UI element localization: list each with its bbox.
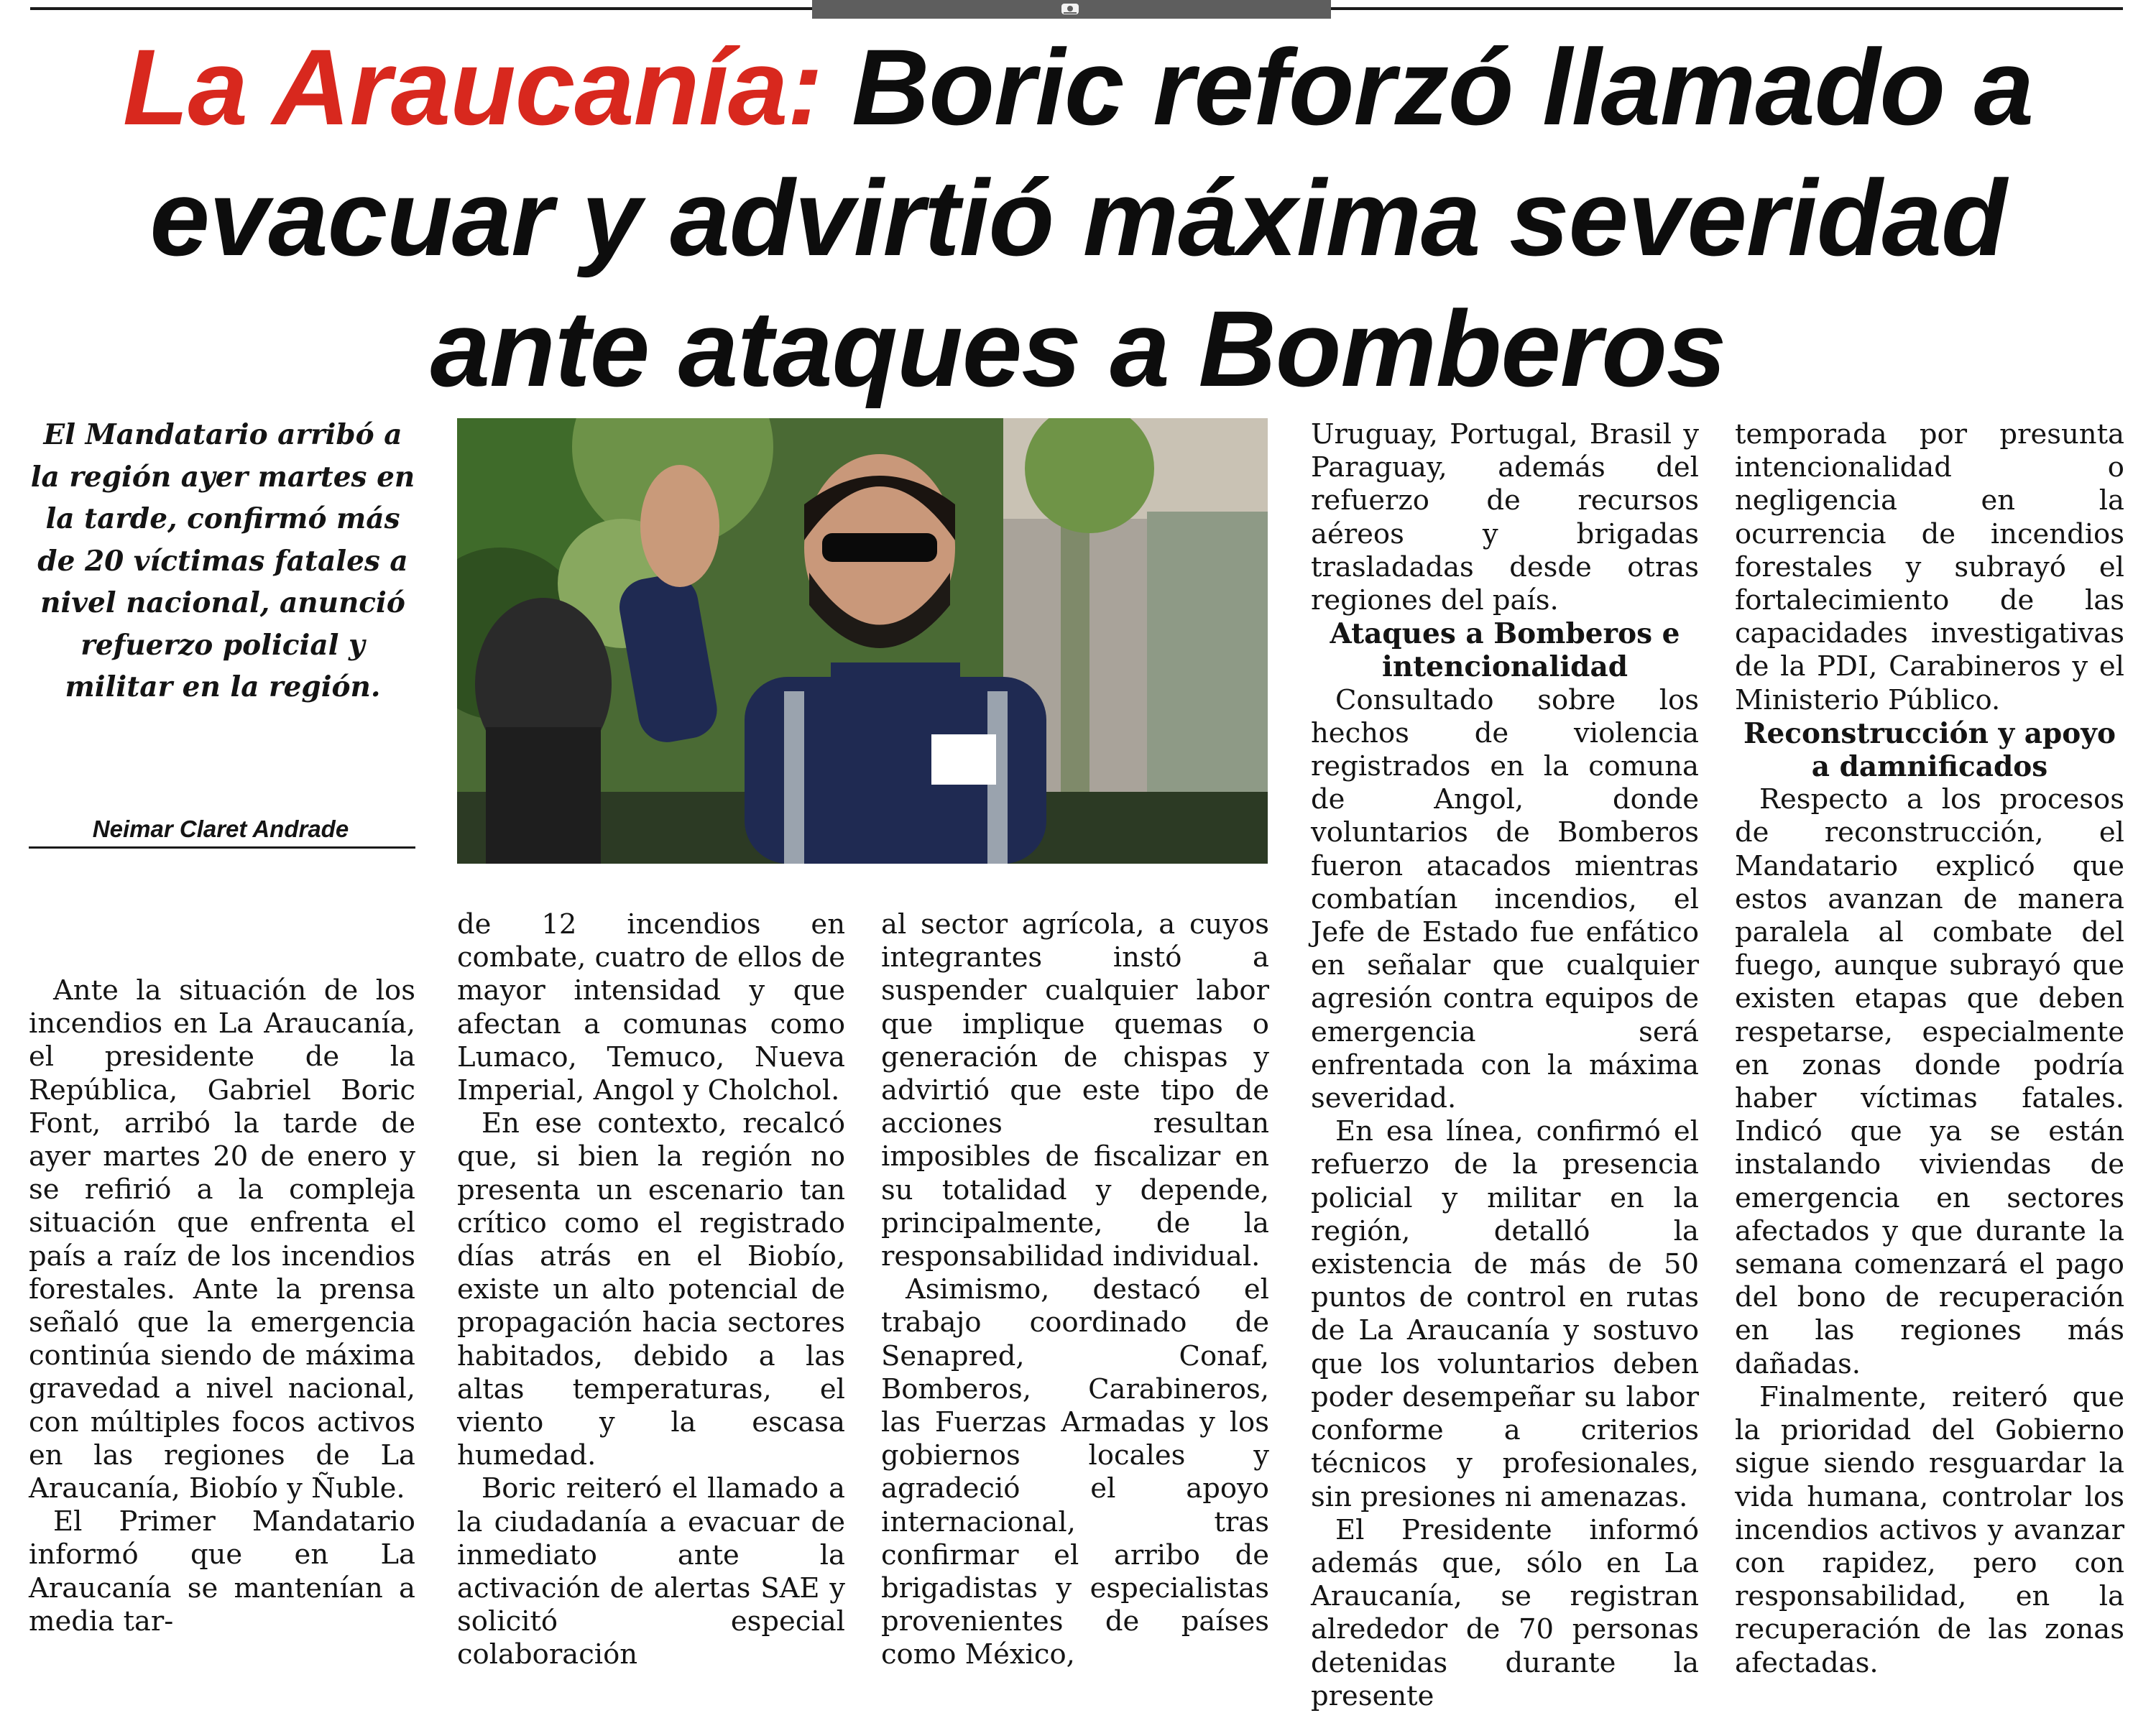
emblem-icon [1059, 1, 1081, 16]
paragraph: En esa línea, confirmó el refuerzo de la presencia policial y militar en la región, detalló la existencia de más de 50 puntos de control en rutas de La Araucanía y sostuvo que los voluntarios deben poder desempeñar su labor conforme a criterios técnicos y profesionales, sin presiones ni amenazas. [1311, 1115, 1699, 1513]
article-column-2 [457, 908, 845, 1672]
paragraph: Boric reiteró el llamado a la ciudadanía a evacuar de inmediato ante la activación de alertas SAE y solicitó especial colaboración [457, 1472, 845, 1671]
byline: Neimar Claret Andrade [92, 816, 349, 842]
paragraph: Respecto a los procesos de reconstrucción, el Mandatario explicó que estos avanzan de manera paralela al combate del fuego, aunque subrayó que existen etapas que deben respetarse, especialmente en zonas donde podría haber víctimas fatales. Indicó que ya se están instalando viviendas de emergencia en sectores afectados y que durante la semana comenzará el pago del bono de recuperación en las regiones más dañadas. [1735, 783, 2124, 1380]
headline-title: Boric reforzó llamado a evacuar y advirtió máxima severidad ante ataques a Bomberos [149, 27, 2034, 409]
paragraph: El Presidente informó además que, sólo en La Araucanía, se registran alrededor de 70 personas detenidas durante la presente [1311, 1513, 1699, 1712]
paragraph: temporada por presunta intencionalidad o negligencia en la ocurrencia de incendios forestales y subrayó el fortalecimiento de las capacidades investigativas de la PDI, Carabineros y el Ministerio Público. [1735, 418, 2124, 716]
paragraph: Asimismo, destacó el trabajo coordinado de Senapred, Conaf, Bomberos, Carabineros, las Fuerzas Armadas y los gobiernos locales y agradeció el apoyo internacional, tras confirmar el arribo de brigadistas y especialistas provenientes de países como México, [881, 1273, 1269, 1671]
paragraph: Uruguay, Portugal, Brasil y Paraguay, además del refuerzo de recursos aéreos y brigadas trasladadas desde otras regiones del país. [1311, 418, 1699, 617]
subheading: Ataques a Bomberos e intencionalidad [1330, 617, 1680, 684]
article-column-3 [881, 908, 1269, 1672]
article-column-1 [29, 974, 415, 1638]
section-tab [812, 0, 1331, 19]
paragraph: En ese contexto, recalcó que, si bien la región no presenta un escenario tan crítico como el registrado días atrás en el Biobío, existe un alto potencial de propagación hacia sectores habitados, debido a las altas temperaturas, el viento y la escasa humedad. [457, 1107, 845, 1472]
paragraph: de 12 incendios en combate, cuatro de ellos de mayor intensidad y que afectan a comunas como Lumaco, Temuco, Nueva Imperial, Angol y Cholchol. [457, 908, 845, 1107]
top-rule-right [1331, 7, 2123, 10]
news-photo [457, 418, 1268, 864]
subheading: Reconstrucción y apoyo a damnificados [1743, 716, 2116, 784]
paragraph: Finalmente, reiteró que la prioridad del Gobierno sigue siendo resguardar la vida humana, controlar los incendios activos y avanzar con rapidez, pero con responsabilidad, en la recuperación de las zonas afectadas. [1735, 1380, 2124, 1679]
paragraph: al sector agrícola, a cuyos integrantes instó a suspender cualquier labor que implique quemas o generación de chispas y advirtió que este tipo de acciones resultan imposibles de fiscalizar en su totalidad y depende, principalmente, de la responsabilidad individual. [881, 908, 1269, 1273]
headline-kicker: La Araucanía: [122, 27, 823, 147]
byline-rule [29, 846, 415, 849]
article-column-4 [1311, 418, 1699, 1713]
paragraph: Consultado sobre los hechos de violencia registrados en la comuna de Angol, donde voluntarios de Bomberos fueron atacados mientras combatían incendios, el Jefe de Estado fue enfático en señalar que cualquier agresión contra equipos de emergencia será enfrentada con la máxima severidad. [1311, 683, 1699, 1115]
article-column-5 [1735, 418, 2124, 1680]
top-rule-left [30, 7, 812, 10]
lead-summary: El Mandatario arribó a la región ayer martes en la tarde, confirmó más de 20 víctimas fatales a nivel nacional, anunció refuerzo policial y militar en la región. [30, 418, 415, 703]
headline [43, 22, 2113, 414]
paragraph: Ante la situación de los incendios en La Araucanía, el presidente de la República, Gabriel Boric Font, arribó la tarde de ayer martes 20 de enero y se refirió a la compleja situación que enfrenta el país a raíz de los incendios forestales. Ante la prensa señaló que la emergencia continúa siendo de máxima gravedad a nivel nacional, con múltiples focos activos en las regiones de La Araucanía, Biobío y Ñuble. [29, 974, 415, 1505]
paragraph: El Primer Mandatario informó que en La Araucanía se mantenían a media tar- [29, 1505, 415, 1638]
